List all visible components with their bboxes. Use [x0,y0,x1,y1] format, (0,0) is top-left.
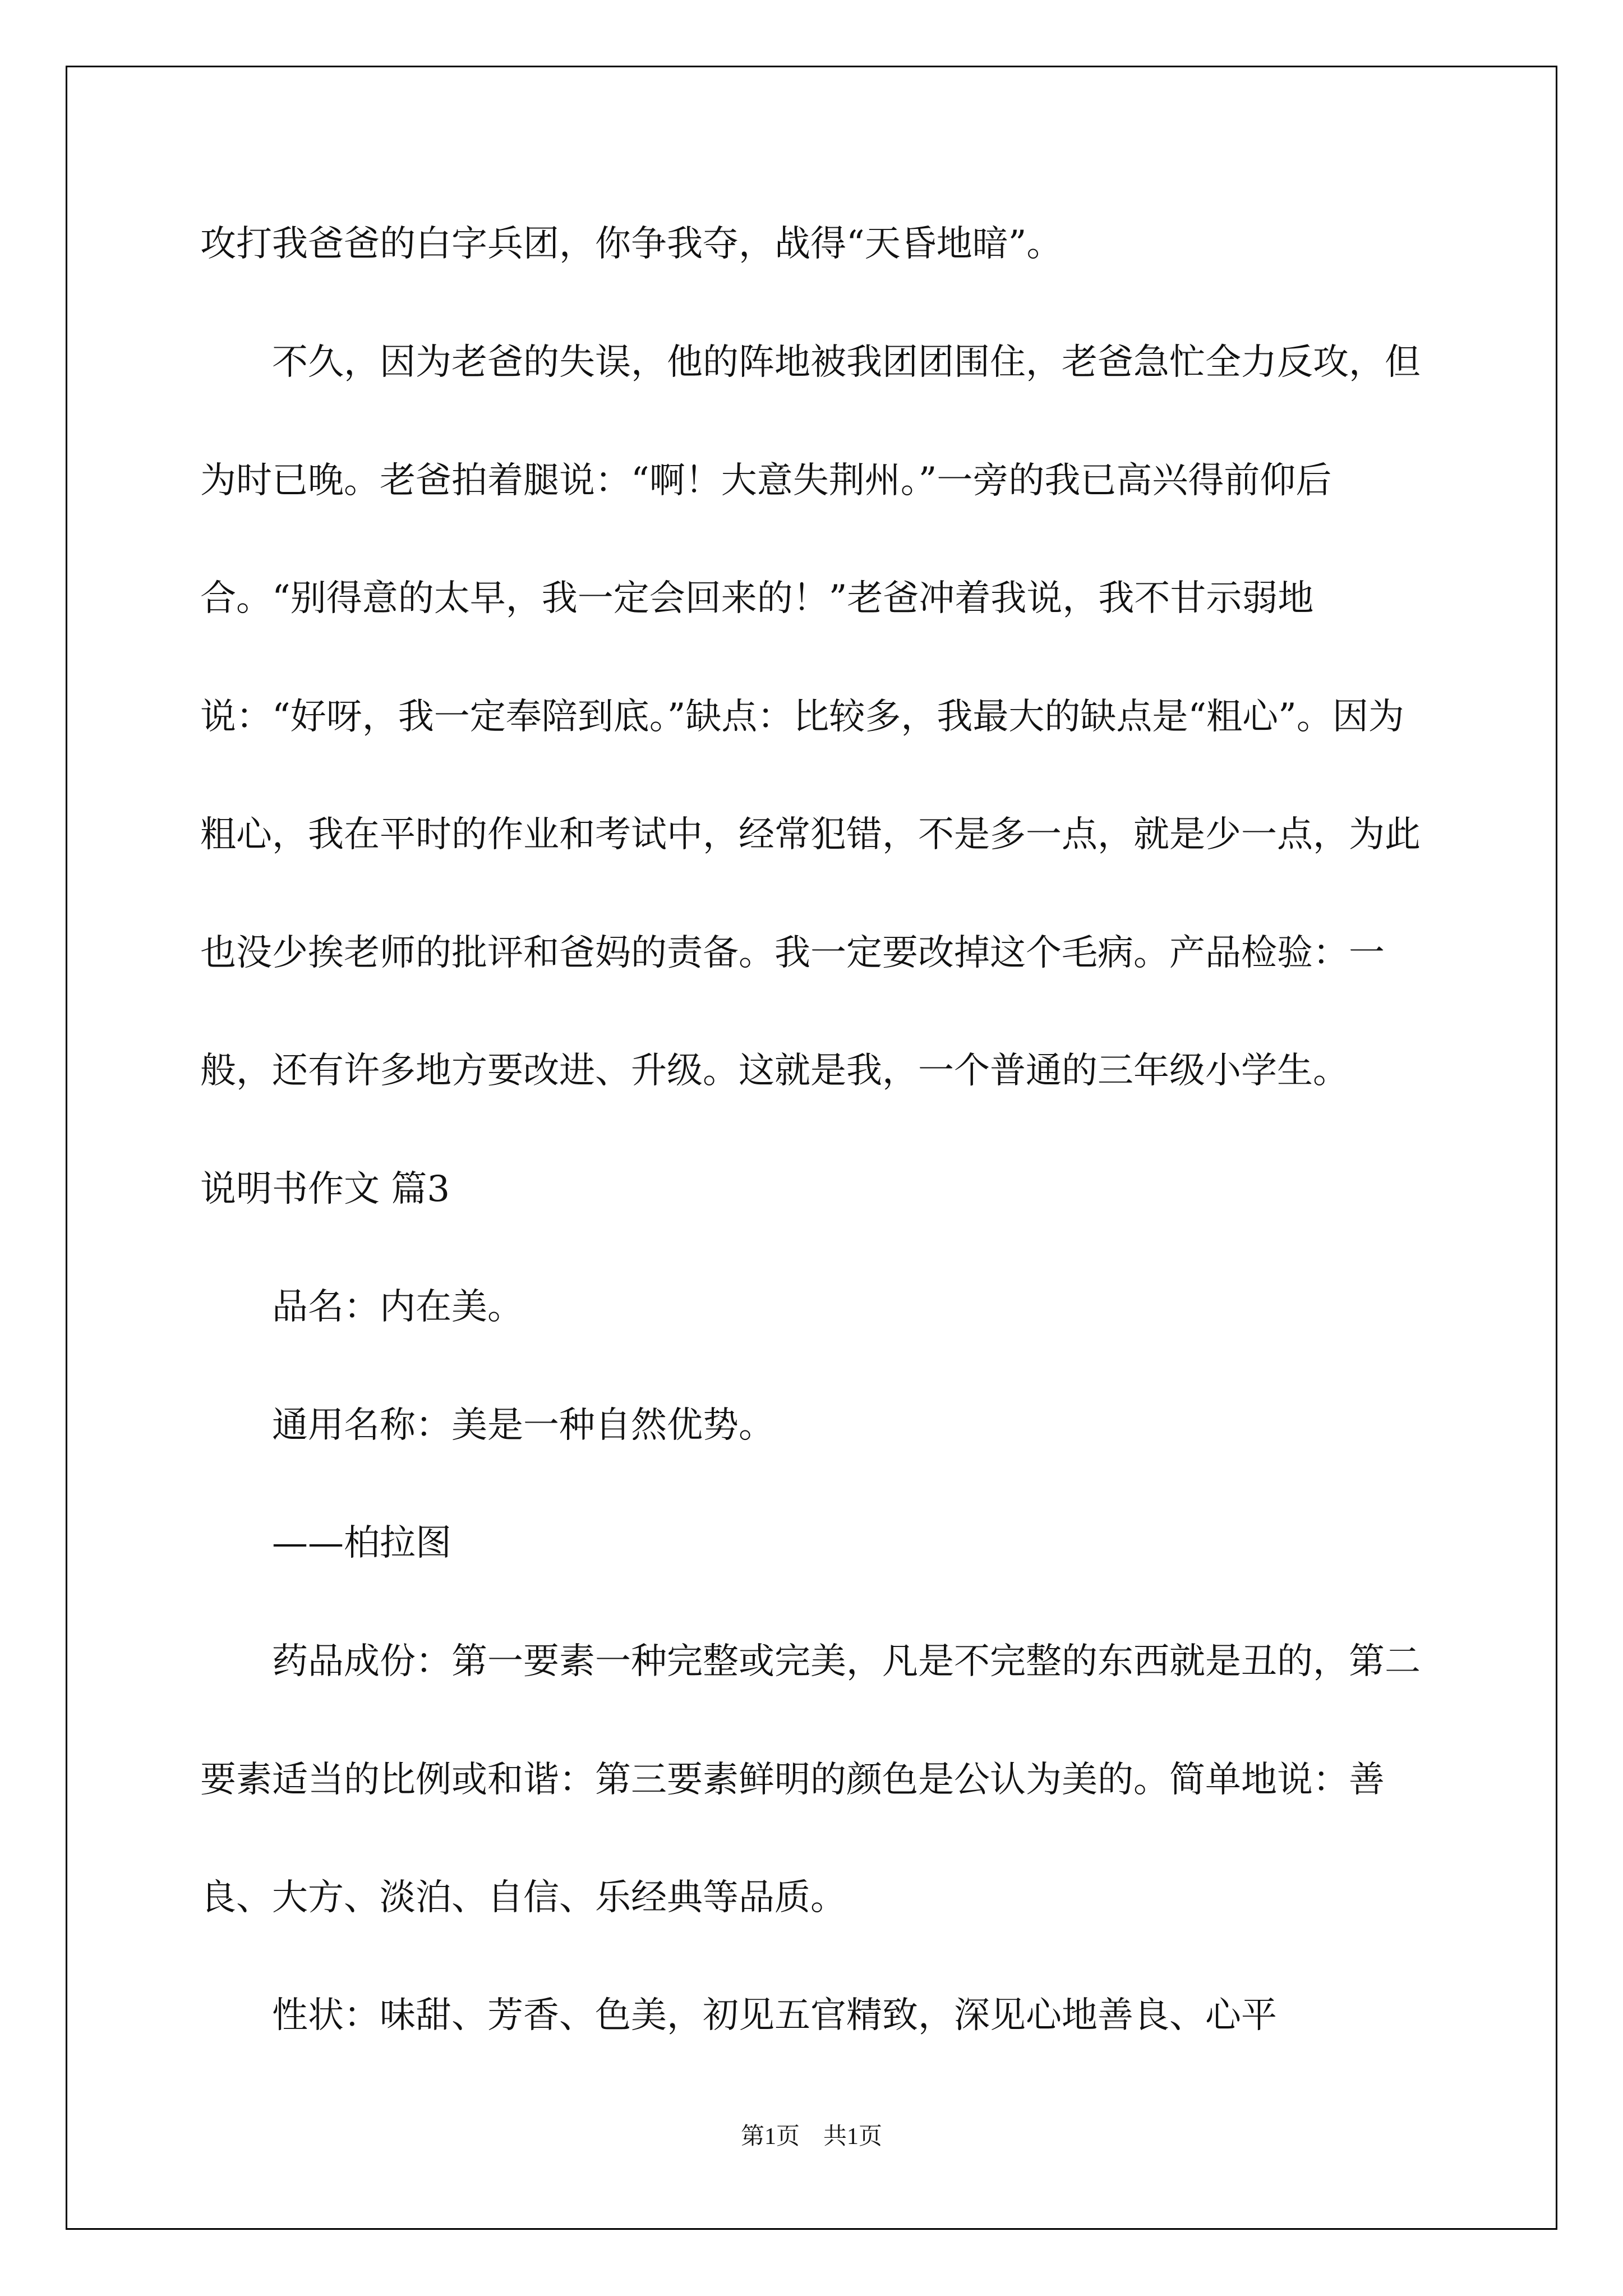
paragraph-2: 不久，因为老爸的失误，他的阵地被我团团围住，老爸急忙全力反攻，但为时已晚。老爸拍着腿说：“啊！大意失荆州。”一旁的我已高兴得前仰后合。“别得意的太早，我一定会回来的！”老爸冲着我说，我不甘示弱地说：“好呀，我一定奉陪到底。”缺点：比较多，我最大的缺点是“粗心”。因为粗心，我在平时的作业和考试中，经常犯错，不是多一点，就是少一点，为此也没少挨老师的批评和爸妈的责备。我一定要改掉这个毛病。产品检验：一般，还有许多地方要改进、升级。这就是我，一个普通的三年级小学生。 [200,342,1421,1092]
paragraph-common-name: 通用名称：美是一种自然优势。 [200,1405,774,1446]
page-footer: 第1页 共1页 [740,2124,882,2150]
section-heading: 说明书作文 篇3 [200,1168,450,1210]
paragraph-ingredients: 药品成份：第一要素一种完整或完美，凡是不完整的东西就是丑的，第二要素适当的比例或和谐：第三要素鲜明的颜色是公认为美的。简单地说：善良、大方、淡泊、自信、乐经典等品质。 [200,1641,1421,1918]
paragraph-properties: 性状：味甜、芳香、色美，初见五官精致，深见心地善良、心平 [200,1995,1277,2036]
paragraph-attribution: ——柏拉图 [200,1522,451,1564]
paragraph-product-name: 品名：内在美。 [200,1286,523,1328]
paragraph-1: 攻打我爸爸的白字兵团，你争我夺，战得“天昏地暗”。 [200,223,1063,265]
